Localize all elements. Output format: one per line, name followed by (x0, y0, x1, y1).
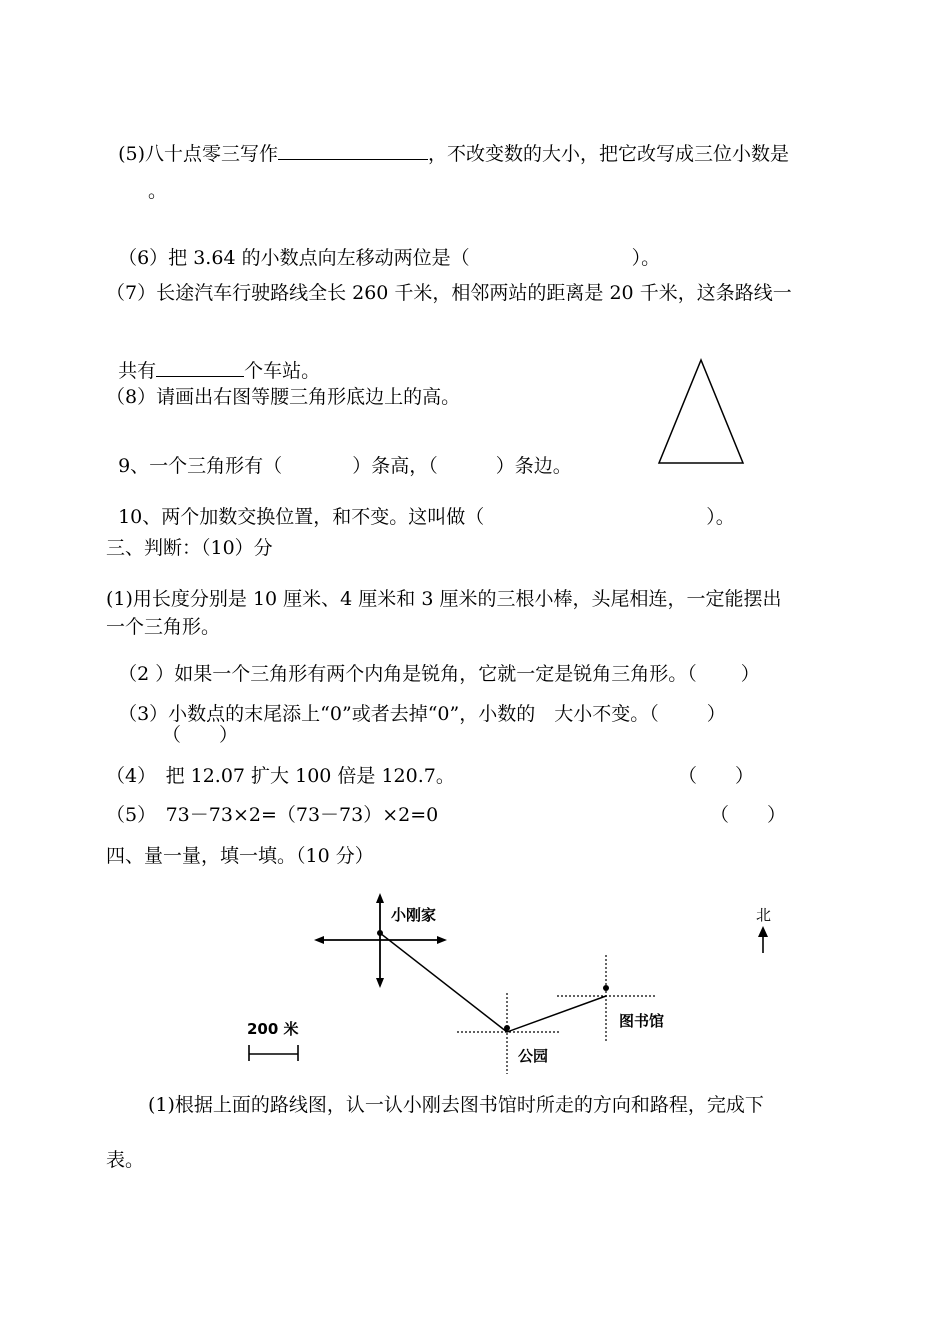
scale-label: 200 米 (247, 1020, 299, 1038)
judge-2-close: ） (740, 663, 760, 685)
question-8: （8）请画出右图等腰三角形底边上的高。 (106, 386, 461, 408)
arrow-right-icon (437, 936, 447, 944)
judge-3-text: （3）小数点的末尾添上“0”或者去掉“0”，小数的 大小不变。（ (118, 703, 659, 725)
question-7-text: 共有 (118, 360, 157, 382)
section-4-title: 四、量一量，填一填。（10 分） (106, 845, 374, 867)
route-home-to-park (380, 933, 507, 1032)
question-9-text: 9、一个三角形有（ (118, 455, 283, 477)
question-6-text: （6）把 3.64 的小数点向左移动两位是（ (118, 247, 470, 269)
judge-2-text: （2 ）如果一个三角形有两个内角是锐角，它就一定是锐角三角形。（ (118, 663, 697, 685)
route-park-to-library (507, 996, 606, 1032)
question-7-text-cont: 个车站。 (244, 360, 321, 382)
section-3-title: 三、判断：（10）分 (106, 537, 273, 559)
question-10-text: 10、两个加数交换位置，和不变。这叫做（ (118, 506, 485, 528)
isosceles-triangle (659, 360, 743, 463)
home-label: 小刚家 (391, 906, 437, 924)
judge-4-answer-paren[interactable]: （ ） (678, 765, 755, 787)
judge-4: （4） 把 12.07 扩大 100 倍是 120.7。 (106, 765, 455, 787)
question-9-text-cont: ）条高，（ (352, 455, 438, 477)
question-5-text: (5)八十点零三写作 (118, 143, 279, 165)
question-6-close: ）。 (631, 247, 661, 269)
section-4-question-1-line-1: (1)根据上面的路线图，认一认小刚去图书馆时所走的方向和路程，完成下 (148, 1094, 764, 1116)
north-arrow-icon (758, 926, 768, 937)
judge-5: （5） 73－73×2=（73－73）×2=0 (106, 804, 439, 826)
judge-3-close: ） (706, 703, 726, 725)
library-label: 图书馆 (619, 1012, 665, 1030)
question-5-text-cont: ，不改变数的大小，把它改写成三位小数是 (428, 143, 790, 165)
judge-1-answer-paren[interactable]: （ ） (162, 724, 239, 746)
north-label: 北 (756, 906, 772, 924)
question-9-text-end: ）条边。 (495, 455, 572, 477)
section-4-question-1-line-2: 表。 (106, 1149, 145, 1171)
question-5-end: 。 (148, 180, 168, 202)
park-label: 公园 (518, 1047, 549, 1065)
arrow-left-icon (314, 936, 324, 944)
arrow-down-icon (376, 978, 384, 988)
question-7-line: （7）长途汽车行驶路线全长 260 千米，相邻两站的距离是 20 千米，这条路线一 (106, 282, 792, 304)
judge-1-line-1: (1)用长度分别是 10 厘米、4 厘米和 3 厘米的三根小棒，头尾相连，一定能摆出 (106, 588, 782, 610)
question-10-close: ）。 (706, 506, 735, 528)
judge-5-answer-paren[interactable]: （ ） (710, 804, 787, 826)
park-point (504, 1025, 510, 1031)
arrow-up-icon (376, 893, 384, 903)
library-point (603, 985, 609, 991)
judge-1-line-2: 一个三角形。 (106, 616, 221, 638)
